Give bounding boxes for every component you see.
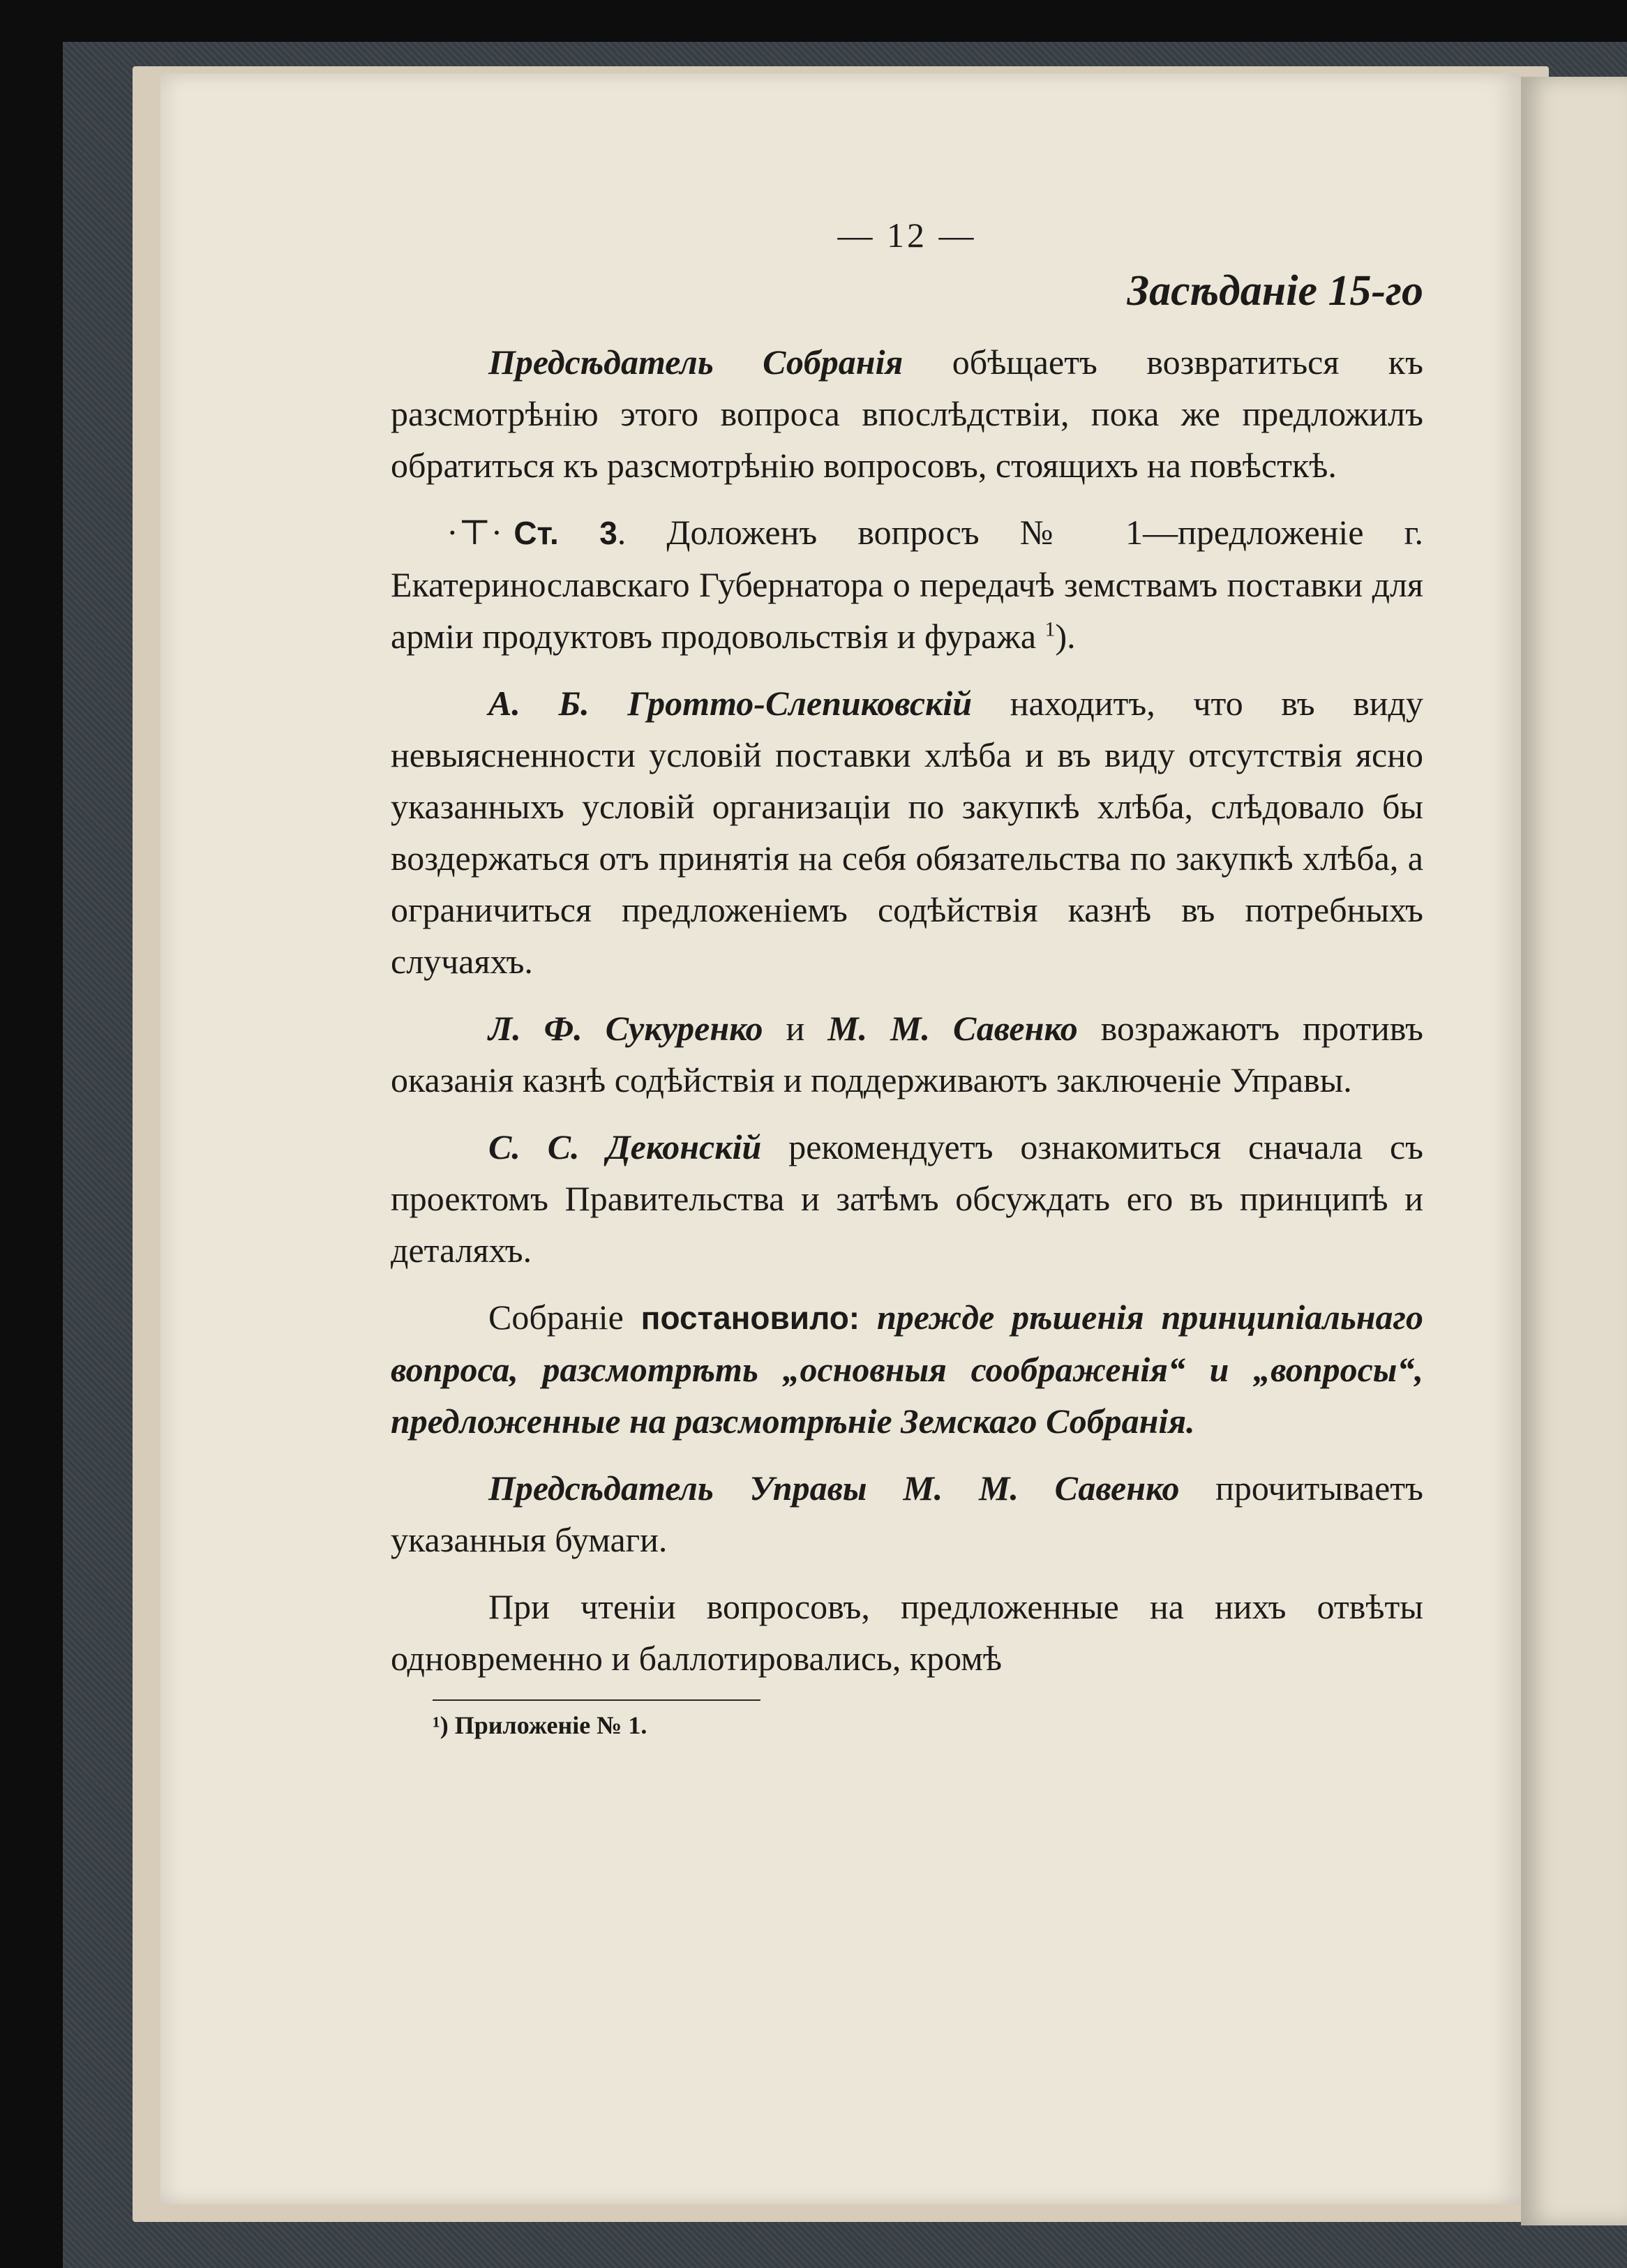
margin-marker: ·⊤· <box>447 513 503 552</box>
paragraph-text: прочитываетъ указанныя бумаги. <box>391 1469 1424 1559</box>
paragraph-text: обѣщаетъ возвратиться къ разсмотрѣнію этого вопроса впослѣдствіи, пока же предложилъ обратиться къ разсмотрѣнію вопросовъ, стоящихъ на повѣсткѣ. <box>391 343 1423 485</box>
paragraph-chairman-assembly <box>391 336 1423 491</box>
paragraph-text-end: ). <box>1055 617 1076 656</box>
page-text <box>391 209 1423 1743</box>
paragraph-text: находитъ, что въ виду невыясненности условій поставки хлѣба и въ виду отсутствія ясно указанныхъ условій организаціи по закупкѣ хлѣба, слѣдовало бы воздержаться отъ принятія на себя обязательства по закупкѣ хлѣба, а ограничиться предложеніемъ содѣйствія казнѣ въ потребныхъ случаяхъ. <box>391 684 1423 981</box>
conjunction: и <box>786 1009 805 1048</box>
paragraph-text: рекомендуетъ ознакомиться сначала съ проектомъ Правительства и затѣмъ обсуждать его въ принципѣ и деталяхъ. <box>391 1127 1423 1270</box>
speaker-name-2: М. М. Савенко <box>827 1009 1078 1048</box>
paragraph-text: возражаютъ противъ оказанія казнѣ содѣйствія и поддерживаютъ заключеніе Управы. <box>391 1009 1423 1099</box>
paragraph-sukurenko <box>391 1002 1423 1106</box>
paragraph-text: . Доложенъ вопросъ № 1—предложеніе г. Екатеринославскаго Губернатора о передачѣ земствамъ поставки для арміи продуктовъ продовольствія и фуража <box>391 513 1423 656</box>
paragraph-resolution <box>391 1291 1423 1447</box>
footnote-ref: 1 <box>1044 617 1056 641</box>
resolution-lead: Собраніе <box>488 1298 624 1337</box>
paragraph-reading <box>391 1581 1423 1684</box>
facing-page-edge <box>1521 77 1627 2225</box>
running-head: Засѣданіе 15-го <box>1127 267 1423 315</box>
paragraph-text: При чтеніи вопросовъ, предложенные на нихъ отвѣты одновременно и баллотировались, кромѣ <box>391 1587 1423 1678</box>
speaker-name: С. С. Деконскій <box>488 1127 762 1166</box>
footnote-rule <box>433 1699 760 1701</box>
paragraph-grotto <box>391 677 1423 987</box>
article-label: Ст. 3 <box>513 515 617 551</box>
resolution-verb: постановило: <box>640 1300 860 1336</box>
speaker-name-2: М. М. Савенко <box>903 1469 1180 1508</box>
paragraph-article-3 <box>391 506 1423 662</box>
footnote: ¹) Приложеніе № 1. <box>433 1711 647 1739</box>
speaker-name: Предсѣдатель Собранія <box>488 343 904 382</box>
speaker-name: Л. Ф. Сукуренко <box>488 1009 763 1048</box>
page-number: — 12 — <box>837 216 977 255</box>
speaker-name: Предсѣдатель Управы <box>488 1469 867 1508</box>
speaker-name: А. Б. Гротто-Слепиковскій <box>488 684 973 723</box>
paragraph-chairman-board <box>391 1462 1423 1565</box>
resolution-text: прежде рѣшенія принципіальнаго вопроса, разсмотрѣть „основныя соображенія“ и „вопросы“, предложенные на разсмотрѣніе Земскаго Собранія. <box>391 1298 1424 1441</box>
paragraph-dekonsky <box>391 1121 1423 1276</box>
